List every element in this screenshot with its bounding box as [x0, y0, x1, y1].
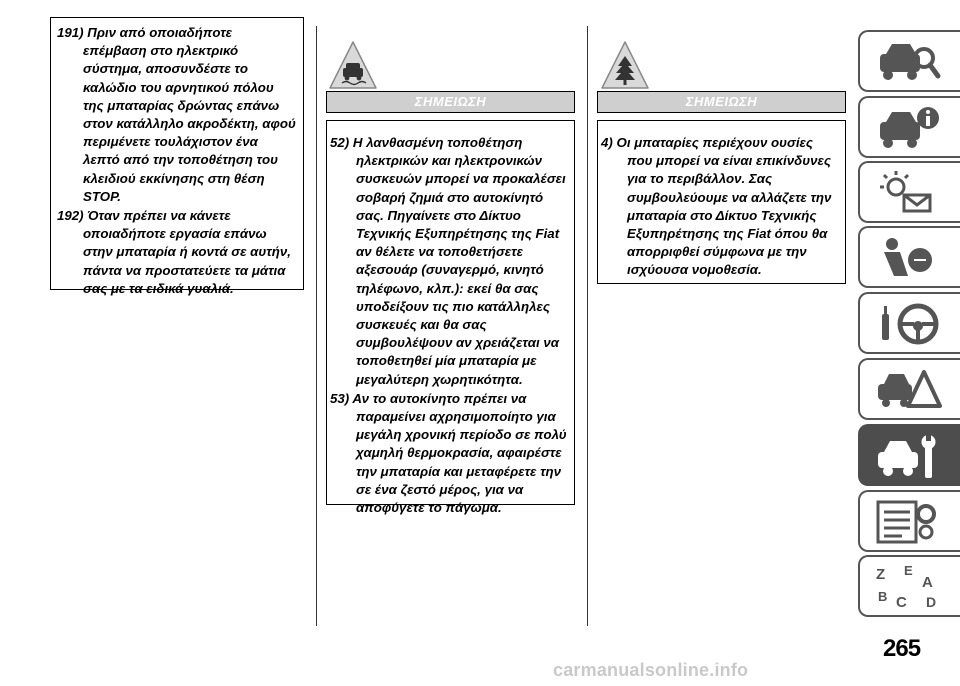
dashboard-lights-icon: [874, 169, 944, 217]
airbag-safety-icon: [874, 234, 944, 282]
note-box-environment: [597, 120, 846, 284]
svg-text:Z: Z: [876, 566, 886, 583]
road-warning-icon: [874, 366, 944, 414]
svg-text:B: B: [878, 589, 888, 604]
tree-environment-warning-icon: [600, 40, 650, 90]
tab-steering-wheel[interactable]: [858, 292, 960, 354]
tab-airbag-safety[interactable]: [858, 226, 960, 288]
watermark: carmanualsonline.info: [553, 660, 749, 680]
car-search-icon: [874, 38, 944, 86]
note-item-4: 4) Οι μπαταρίες περιέχουν ουσίες που μπορεί να είναι επικίνδυνες για το περιβάλλον. Σας συμβουλεύουμε να αλλάζετε την μπαταρία στο Δίκτυο Τεχνικής Εξυπηρέτησης της Fiat όπου θα απορριφθεί σύμφωνα με την ισχύουσα νομοθεσία.: [601, 135, 832, 278]
car-skid-warning-icon: [328, 40, 378, 90]
warning-box: [50, 17, 304, 296]
svg-text:A: A: [922, 574, 933, 591]
note-item-53: 53) Αν το αυτοκίνητο πρέπει να παραμείνει αχρησιμοποίητο για μεγάλη χρονική περίοδο σε πολύ χαμηλή θερμοκρασία, αφαιρέστε την μπαταρία και μεταφέρετε την σε ένα ζεστό μέρος, για να αποφύγετε το πάγωμα.: [330, 390, 567, 516]
tab-alphabetical-index[interactable]: [858, 555, 960, 617]
column-divider-1: [316, 26, 317, 626]
specifications-list-icon: [874, 498, 944, 546]
tab-car-search[interactable]: [858, 30, 960, 92]
car-wrench-icon: [874, 432, 944, 480]
svg-text:D: D: [926, 594, 937, 610]
warning-item-192: 192) Όταν πρέπει να κάνετε οποιαδήποτε εργασία επάνω στην μπαταρία ή κοντά σε αυτήν, πάντα να προστατεύετε τα μάτια σας με τα ειδικά γυαλιά.: [57, 208, 291, 296]
note-header-environment: ΣΗΜΕΙΩΣΗ: [597, 91, 846, 113]
alphabetical-index-icon: [874, 563, 944, 611]
steering-wheel-icon: [874, 300, 944, 348]
column-divider-2: [587, 26, 588, 626]
svg-text:E: E: [904, 563, 913, 578]
tab-road-warning[interactable]: [858, 358, 960, 420]
warning-item-191: 191) Πριν από οποιαδήποτε επέμβαση στο ηλεκτρικό σύστημα, αποσυνδέστε το καλώδιο του αρνητικού πόλου της μπαταρίας δρώντας επάνω στον κατάλληλο ακροδέκτη, αφού περιμένετε τουλάχιστον ένα λεπτό από την τοποθέτηση του κλειδιού εκκίνησης στη θέση STOP.: [57, 25, 296, 204]
car-info-icon: [874, 104, 944, 152]
note-item-52: 52) Η λανθασμένη τοποθέτηση ηλεκτρικών και ηλεκτρονικών συσκευών μπορεί να προκαλέσει σοβαρή ζημιά στο αυτοκίνητό σας. Πηγαίνετε στο Δίκτυο Τεχνικής Εξυπηρέτησης της Fiat αν θέλετε να τοποθετήσετε αξεσουάρ (συναγερμό, κινητό τηλέφωνο, κλπ.): εκεί θα σας υποδείξουν τις πιο κατάλληλες συσκευές και θα σας συμβουλέψουν αν χρειάζεται να τοποθετηθεί μία μπαταρία με μεγαλύτερη χωρητικότητα.: [330, 135, 566, 387]
tab-car-info[interactable]: [858, 96, 960, 158]
note-header: ΣΗΜΕΙΩΣΗ: [326, 91, 575, 113]
tab-car-wrench[interactable]: [858, 424, 960, 486]
page-number: 265: [883, 635, 921, 662]
note-box: [326, 120, 575, 516]
tab-specifications[interactable]: [858, 490, 960, 552]
tab-dashboard-lights[interactable]: [858, 161, 960, 223]
svg-text:C: C: [896, 594, 907, 611]
